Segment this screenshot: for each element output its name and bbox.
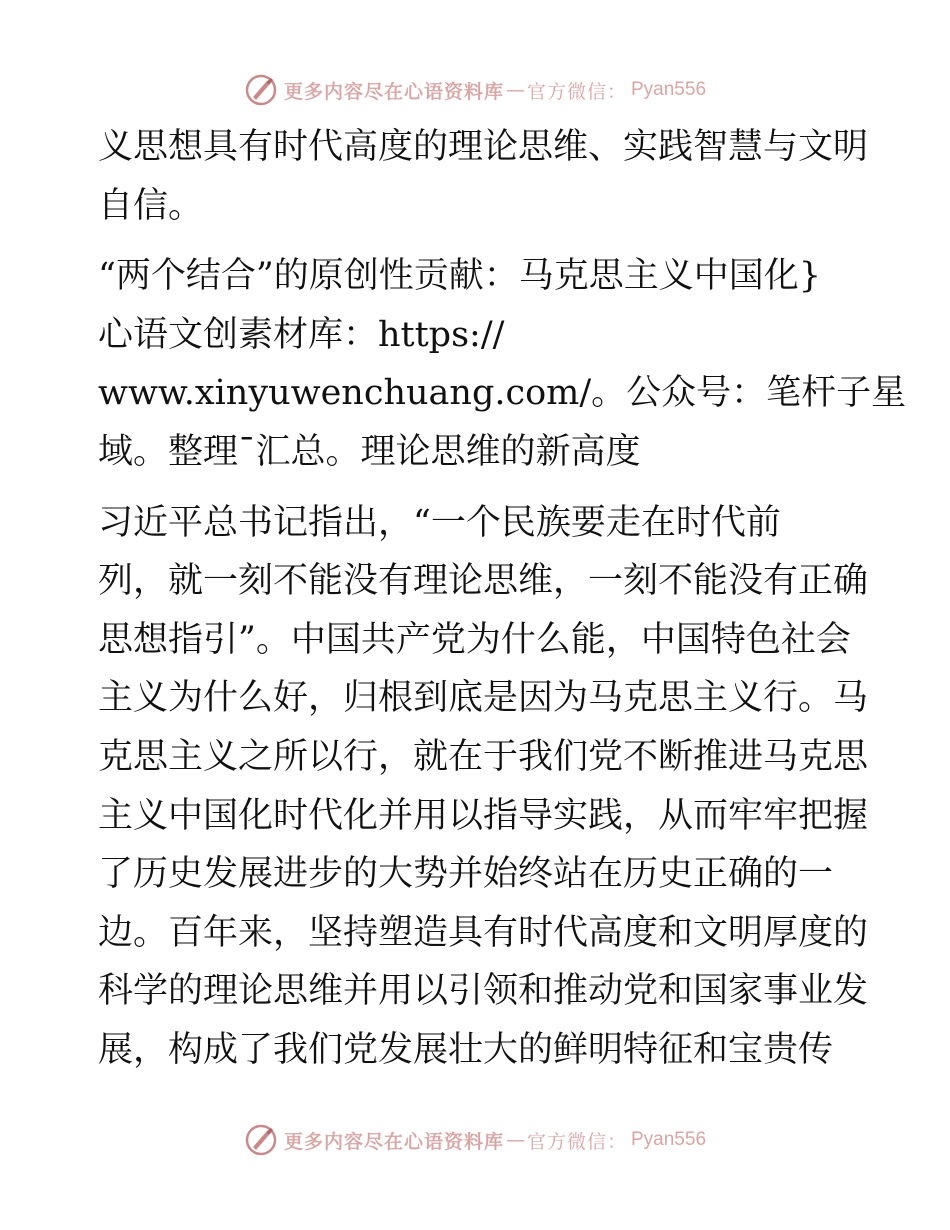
paragraph-2 — [98, 247, 907, 481]
text-line: 自信。 — [98, 185, 204, 226]
pen-logo-icon — [244, 73, 278, 107]
wechat-id: Pyan556 — [631, 79, 707, 100]
footer-watermark — [0, 1120, 950, 1160]
text-line: 展，构成了我们党发展壮大的鲜明特征和宝贵传 — [98, 1029, 834, 1070]
text-line: 边。百年来，坚持塑造具有时代高度和文明厚度的 — [98, 912, 869, 953]
text-line: 列，就一刻不能没有理论思维，一刻不能没有正确 — [98, 561, 869, 602]
header-watermark — [0, 70, 950, 110]
watermark-dash: — — [505, 1129, 525, 1151]
text-line: 主义为什么好，归根到底是因为马克思主义行。马 — [98, 678, 869, 719]
watermark-text: 更多内容尽在心语资料库 — [283, 1130, 504, 1153]
pen-logo-icon — [244, 1123, 278, 1157]
text-line: 思想指引”。中国共产党为什么能，中国特色社会 — [98, 619, 851, 660]
text-line: 主义中国化时代化并用以指导实践，从而牢牢把握 — [98, 795, 869, 836]
text-line: 科学的理论思维并用以引领和推动党和国家事业发 — [98, 971, 869, 1012]
text-line: 义思想具有时代高度的理论思维、实践智慧与文明 — [98, 127, 869, 167]
wechat-id: Pyan556 — [631, 1129, 707, 1150]
text-line: www.xinyuwenchuang.com/。公众号：笔杆子星 — [98, 373, 907, 414]
text-line: “两个结合”的原创性贡献：马克思主义中国化} — [98, 256, 822, 297]
wechat-label: 官方微信： — [526, 1130, 627, 1153]
text-line: 域。整理¯汇总。理论思维的新高度 — [98, 431, 641, 472]
paragraph-3 — [98, 494, 869, 1080]
text-line: 习近平总书记指出，“一个民族要走在时代前 — [98, 502, 781, 543]
wechat-label: 官方微信： — [526, 80, 627, 103]
watermark-dash: — — [505, 79, 525, 101]
watermark-text: 更多内容尽在心语资料库 — [283, 80, 504, 103]
document-body — [98, 118, 907, 1080]
text-line: 心语文创素材库：https:// — [98, 314, 505, 355]
text-line: 克思主义之所以行，就在于我们党不断推进马克思 — [98, 736, 869, 777]
text-line: 了历史发展进步的大势并始终站在历史正确的一 — [98, 854, 834, 895]
paragraph-1 — [98, 118, 869, 235]
